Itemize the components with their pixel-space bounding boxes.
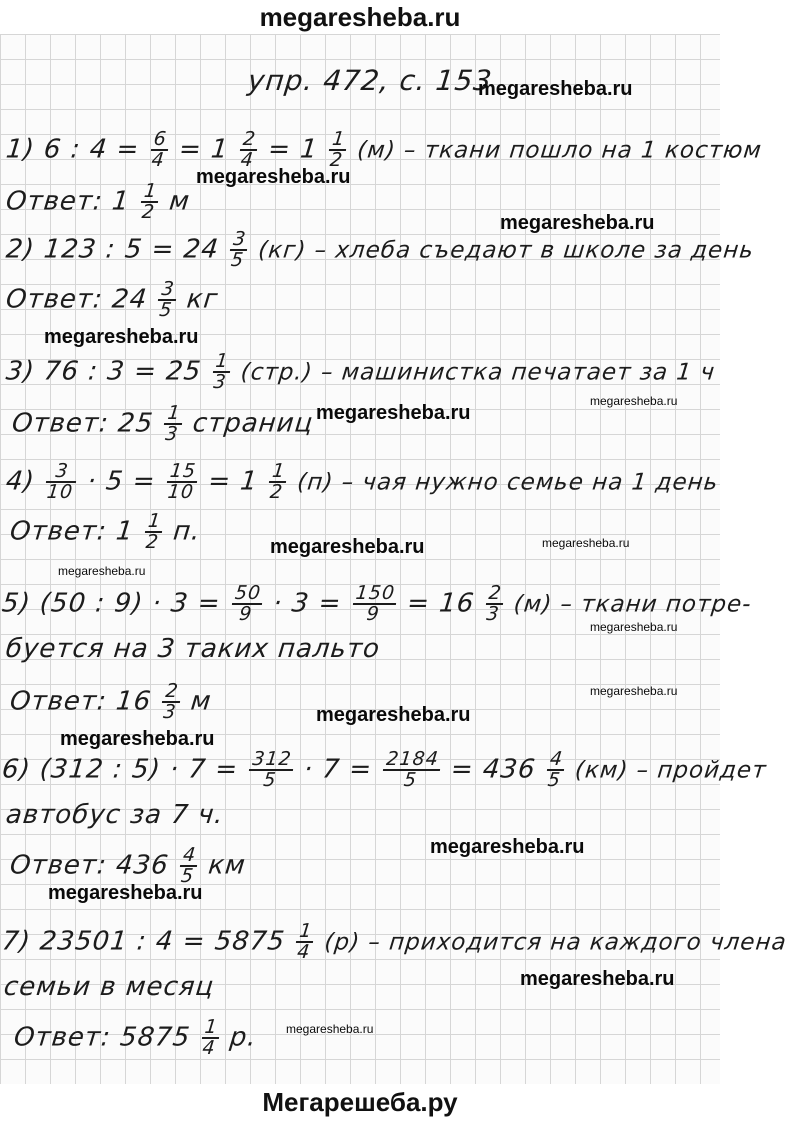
fraction: $\frac{3}{5}$ bbox=[158, 278, 176, 321]
watermark: megaresheba.ru bbox=[286, 1022, 374, 1036]
fraction: $\frac{1}{3}$ bbox=[212, 350, 230, 393]
watermark: megaresheba.ru bbox=[270, 536, 425, 558]
watermark: megaresheba.ru bbox=[500, 212, 655, 234]
watermark: megaresheba.ru bbox=[430, 836, 585, 858]
answer-line-2: Ответ: 24 $\frac{3}{5}$ кг bbox=[4, 278, 220, 321]
fraction: $\frac{1}{4}$ bbox=[296, 920, 314, 963]
solution-line-2: 2) 123 : 5 = 24 $\frac{3}{5}$ (кг) – хлеба съедают в школе за день bbox=[4, 228, 756, 271]
exercise-title: упр. 472, с. 153 bbox=[246, 64, 495, 97]
site-header: megaresheba.ru bbox=[0, 0, 720, 34]
watermark: megaresheba.ru bbox=[60, 728, 215, 750]
fraction: $\frac{50}{9}$ bbox=[230, 584, 264, 624]
fraction: $\frac{2}{4}$ bbox=[239, 128, 258, 171]
answer-line-5: Ответ: 16 $\frac{2}{3}$ м bbox=[8, 680, 214, 723]
watermark: megaresheba.ru bbox=[316, 402, 471, 424]
watermark: megaresheba.ru bbox=[58, 564, 146, 578]
solution-line-6: 6) (312 : 5) · 7 = $\frac{312}{5}$ · 7 = $\frac{2184}{5}$ = 436 $\frac{4}{5}$ (км) – пройдет bbox=[0, 748, 768, 791]
watermark: megaresheba.ru bbox=[590, 620, 678, 634]
watermark: megaresheba.ru bbox=[478, 78, 633, 100]
solution-line-7: 7) 23501 : 4 = 5875 $\frac{1}{4}$ (р) – приходится на каждого члена bbox=[0, 920, 789, 963]
solution-line-3: 3) 76 : 3 = 25 $\frac{1}{3}$ (стр.) – машинистка печатает за 1 ч bbox=[4, 350, 717, 393]
watermark: megaresheba.ru bbox=[542, 536, 630, 550]
answer-line-4: Ответ: 1 $\frac{1}{2}$ п. bbox=[8, 510, 203, 553]
site-footer: Мегарешеба.ру bbox=[0, 1084, 720, 1121]
watermark: megaresheba.ru bbox=[196, 166, 351, 188]
fraction: $\frac{1}{2}$ bbox=[328, 128, 347, 171]
fraction: $\frac{1}{3}$ bbox=[164, 402, 182, 445]
fraction: $\frac{1}{2}$ bbox=[268, 460, 287, 503]
fraction: $\frac{15}{10}$ bbox=[166, 460, 198, 503]
solution-line-1: 1) 6 : 4 = $\frac{6}{4}$ = 1 $\frac{2}{4}$ = 1 $\frac{1}{2}$ (м) – ткани пошло на 1 костюм bbox=[4, 128, 764, 171]
answer-line-3: Ответ: 25 $\frac{1}{3}$ страниц bbox=[10, 402, 315, 445]
fraction: $\frac{3}{5}$ bbox=[229, 228, 248, 271]
fraction: $\frac{4}{5}$ bbox=[179, 844, 198, 887]
solution-line-6-cont: автобус за 7 ч. bbox=[4, 800, 226, 830]
notebook-sheet bbox=[0, 34, 789, 1084]
fraction: $\frac{6}{4}$ bbox=[150, 128, 169, 171]
fraction: $\frac{1}{2}$ bbox=[144, 510, 163, 553]
solution-line-7-cont: семьи в месяц bbox=[2, 972, 216, 1002]
watermark: megaresheba.ru bbox=[316, 704, 471, 726]
fraction: $\frac{312}{5}$ bbox=[247, 750, 294, 790]
watermark: megaresheba.ru bbox=[590, 684, 678, 698]
solution-line-5-cont: буется на 3 таких пальто bbox=[4, 634, 382, 664]
fraction: $\frac{1}{4}$ bbox=[201, 1016, 219, 1059]
fraction: $\frac{1}{2}$ bbox=[140, 180, 159, 223]
solution-line-5: 5) (50 : 9) · 3 = $\frac{50}{9}$ · 3 = $\frac{150}{9}$ = 16 $\frac{2}{3}$ (м) – ткани потре- bbox=[0, 582, 753, 625]
answer-line-7: Ответ: 5875 $\frac{1}{4}$ р. bbox=[12, 1016, 259, 1059]
watermark: megaresheba.ru bbox=[520, 968, 675, 990]
answer-line-6: Ответ: 436 $\frac{4}{5}$ км bbox=[8, 844, 248, 887]
fraction: $\frac{150}{9}$ bbox=[351, 584, 398, 624]
watermark: megaresheba.ru bbox=[590, 394, 678, 408]
watermark: megaresheba.ru bbox=[44, 326, 199, 348]
solution-line-4: 4) $\frac{3}{10}$ · 5 = $\frac{15}{10}$ = 1 $\frac{1}{2}$ (п) – чая нужно семье на 1 день bbox=[4, 460, 720, 503]
fraction: $\frac{3}{10}$ bbox=[44, 462, 78, 502]
watermark: megaresheba.ru bbox=[48, 882, 203, 904]
fraction: $\frac{2}{3}$ bbox=[162, 680, 180, 723]
fraction: $\frac{2184}{5}$ bbox=[381, 750, 442, 790]
answer-line-1: Ответ: 1 $\frac{1}{2}$ м bbox=[4, 180, 192, 223]
fraction: $\frac{2}{3}$ bbox=[485, 582, 503, 625]
fraction: $\frac{4}{5}$ bbox=[546, 748, 565, 791]
